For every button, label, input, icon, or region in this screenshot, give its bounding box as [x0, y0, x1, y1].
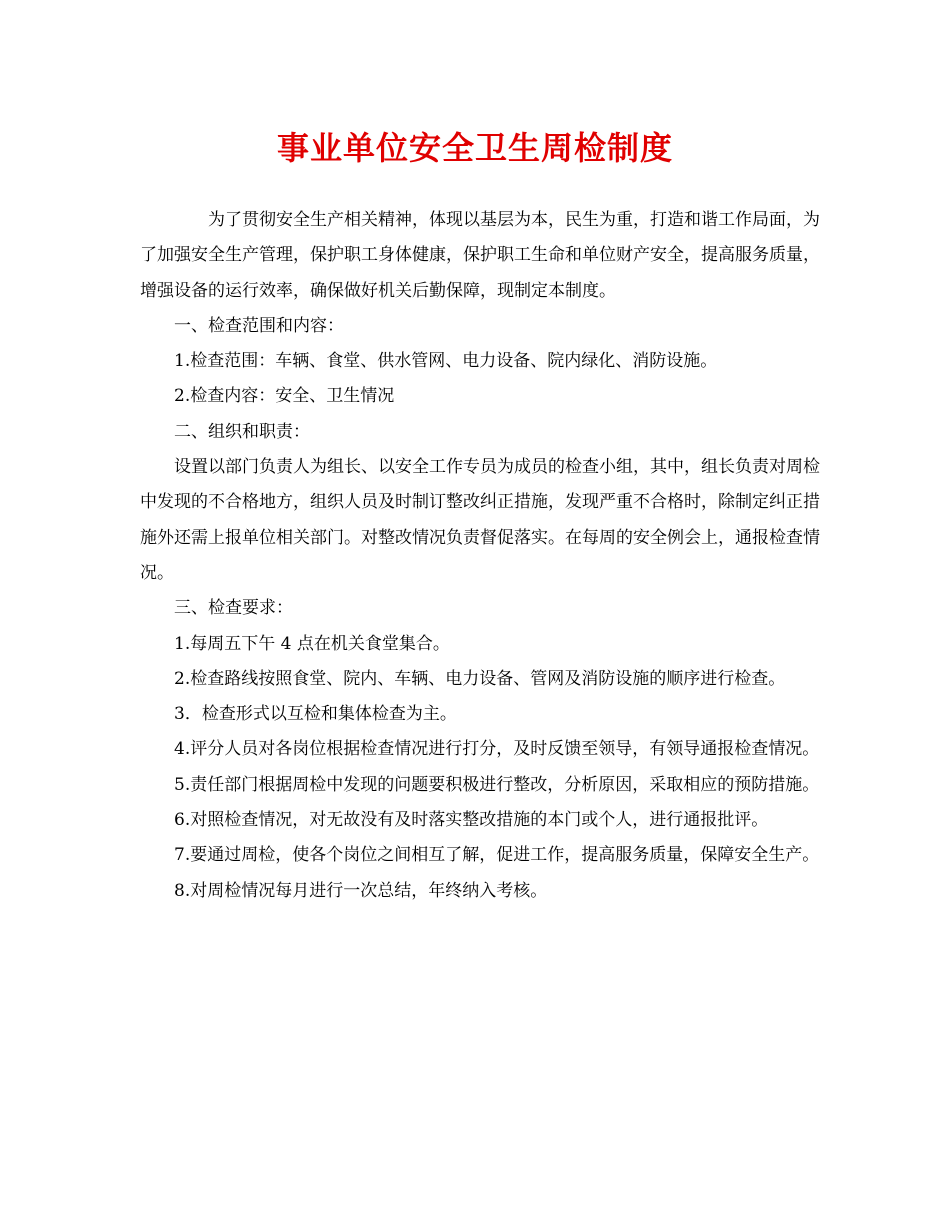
requirement-item-2: 2.检查路线按照食堂、院内、车辆、电力设备、管网及消防设施的顺序进行检查。 — [174, 668, 786, 689]
requirement-item-4: 4.评分人员对各岗位根据检查情况进行打分，及时反馈至领导，有领导通报检查情况。 — [174, 739, 820, 760]
requirement-item-7: 7.要通过周检，使各个岗位之间相互了解，促进工作，提高服务质量，保障安全生产。 — [174, 845, 820, 866]
document-body — [140, 203, 820, 909]
document-title: 事业单位安全卫生周检制度 — [276, 129, 673, 167]
section-heading-organization: 二、组织和职责： — [174, 421, 310, 442]
requirement-item-8: 8.对周检情况每月进行一次总结，年终纳入考核。 — [174, 880, 548, 901]
intro-paragraph: 为了贯彻安全生产相关精神，体现以基层为本，民生为重，打造和谐工作局面，为了加强安全生产管理，保护职工身体健康，保护职工生命和单位财产安全，提高服务质量，增强设备的运行效率，确保做好机关后勤保障，现制定本制度。 — [140, 210, 820, 301]
requirement-item-6: 6.对照检查情况，对无故没有及时落实整改措施的本门或个人，进行通报批评。 — [174, 810, 769, 831]
requirement-item-3: 3．检查形式以互检和集体检查为主。 — [174, 704, 457, 725]
requirement-item-5: 5.责任部门根据周检中发现的问题要积极进行整改，分析原因，采取相应的预防措施。 — [174, 774, 820, 795]
section-heading-requirements: 三、检查要求： — [174, 598, 293, 619]
scope-item-1: 1.检查范围：车辆、食堂、供水管网、电力设备、院内绿化、消防设施。 — [174, 351, 718, 372]
scope-item-2: 2.检查内容：安全、卫生情况 — [174, 386, 395, 407]
organization-paragraph: 设置以部门负责人为组长、以安全工作专员为成员的检查小组，其中，组长负责对周检中发现的不合格地方，组织人员及时制订整改纠正措施，发现严重不合格时，除制定纠正措施外还需上报单位相关部门。对整改情况负责督促落实。在每周的安全例会上，通报检查情况。 — [140, 457, 820, 583]
requirement-item-1: 1.每周五下午 4 点在机关食堂集合。 — [174, 633, 450, 654]
section-heading-scope: 一、检查范围和内容： — [174, 315, 344, 336]
